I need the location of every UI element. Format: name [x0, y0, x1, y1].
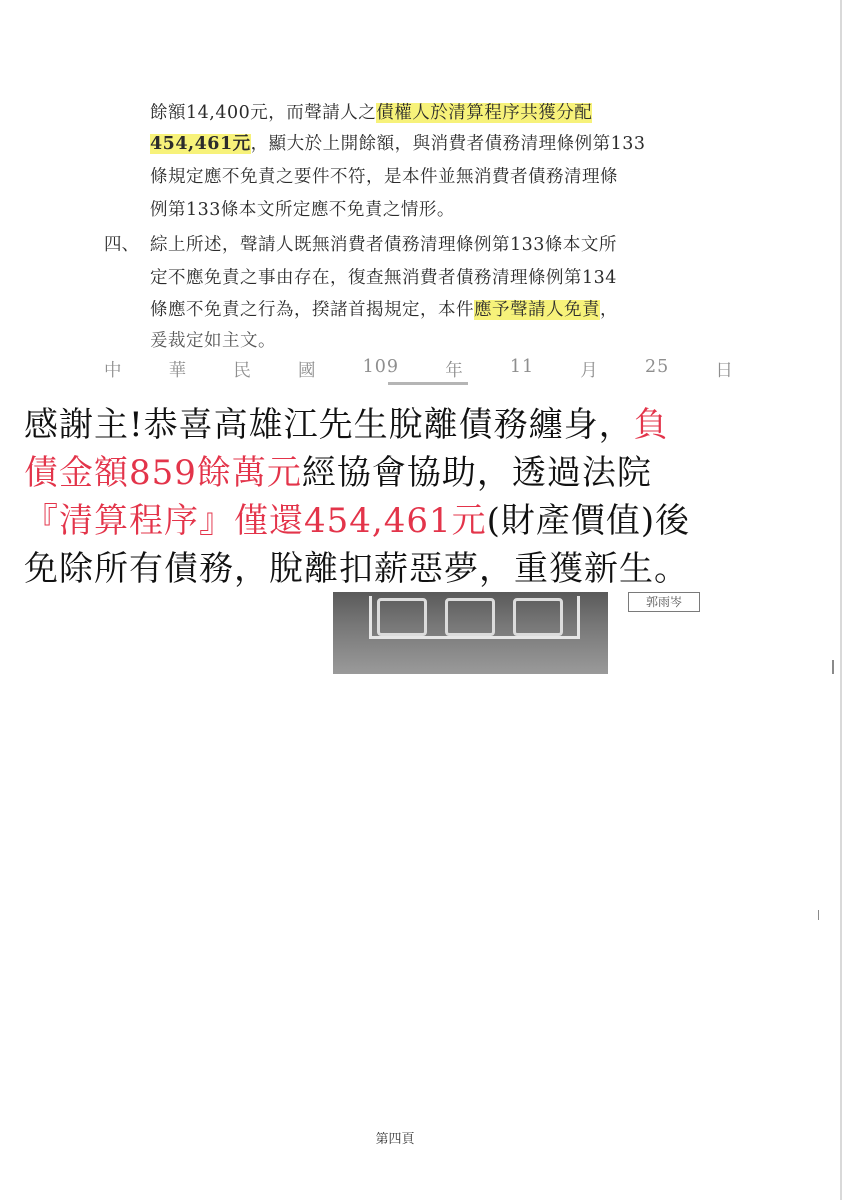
- announcement-text: (財產價值)後: [486, 501, 691, 541]
- date-part: 民: [233, 361, 252, 381]
- ruling-date: [104, 357, 734, 382]
- announcement-line: [24, 541, 689, 590]
- page-number: 第四頁: [375, 1132, 415, 1147]
- date-part: 25: [644, 357, 670, 377]
- line-text: 定不應免責之事由存在，復查無消費者債務清理條例第134: [150, 268, 617, 288]
- ruling-line: [150, 99, 592, 124]
- ruling-line: [150, 163, 618, 188]
- highlighted-amount: 454,461元: [150, 134, 251, 154]
- highlighted-text: 債權人於清算程序共獲分配: [376, 103, 593, 123]
- ruling-line: [150, 296, 618, 321]
- date-part: 日: [715, 361, 734, 381]
- seal-glyph: [377, 598, 427, 636]
- announcement-text: 經協會協助，透過法院: [301, 453, 652, 493]
- ruling-line: [150, 196, 455, 221]
- date-part: 年: [445, 361, 464, 381]
- line-text: 綜上所述，聲請人既無消費者債務清理條例第133條本文所: [150, 235, 617, 255]
- line-text: ，: [600, 300, 618, 320]
- line-text: 爰裁定如主文。: [150, 331, 276, 351]
- announcement-line: [24, 397, 669, 446]
- date-part: 109: [362, 357, 400, 377]
- item-number: 四、: [104, 235, 139, 255]
- seal-glyph: [445, 598, 495, 636]
- announcement-text: 免除所有債務，脫離扣薪惡夢，重獲新生。: [24, 549, 689, 589]
- announcement-red-text: 『清算程序』僅還454,461元: [24, 501, 487, 541]
- ruling-line: [150, 231, 617, 256]
- ruling-line: [150, 327, 276, 352]
- announcement-line: [24, 445, 652, 494]
- line-text: 例第133條本文所定應不免責之情形。: [150, 200, 455, 220]
- date-part: 11: [509, 357, 535, 377]
- ruling-line: [150, 130, 646, 155]
- date-part: 國: [297, 361, 317, 381]
- highlighted-text: 應予聲請人免責: [474, 300, 600, 320]
- date-part: 中: [104, 361, 123, 381]
- line-text: 條應不免責之行為，揆諸首揭規定，本件: [150, 300, 474, 320]
- date-part: 月: [580, 361, 599, 381]
- ruling-line: [150, 264, 617, 289]
- line-text: 條規定應不免責之要件不符，是本件並無消費者債務清理條: [150, 167, 618, 187]
- name-stamp: 郭雨岑: [628, 592, 700, 612]
- announcement-overlay: [0, 385, 828, 589]
- date-part: 華: [168, 361, 188, 381]
- line-text: 餘額14,400元，而聲請人之: [150, 103, 377, 123]
- announcement-red-text: 負: [633, 405, 669, 445]
- line-text: ，顯大於上開餘額，與消費者債務清理條例第133: [250, 134, 646, 154]
- announcement-line: [24, 493, 690, 542]
- announcement-text: 感謝主!恭喜高雄江先生脫離債務纏身，: [24, 405, 634, 445]
- court-seal: [333, 592, 608, 674]
- seal-glyph: [513, 598, 563, 636]
- announcement-red-text: 債金額859餘萬元: [24, 453, 302, 493]
